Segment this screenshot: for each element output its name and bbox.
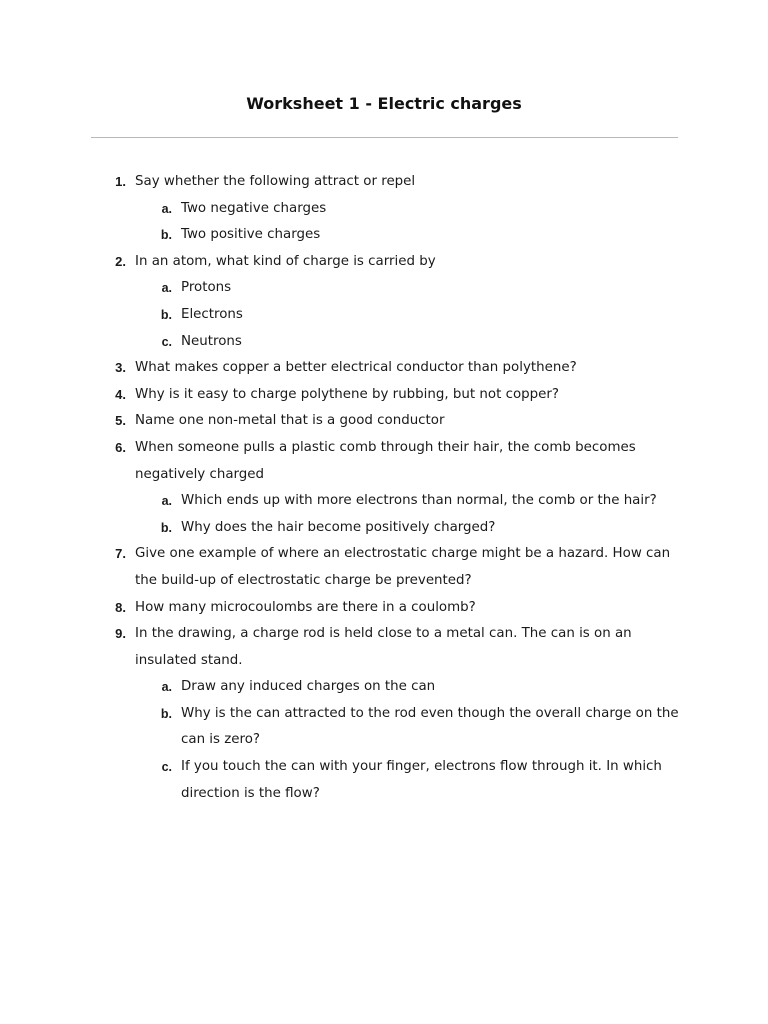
question-7 (0, 541, 768, 568)
part-text: Two negative charges (181, 200, 327, 216)
question-text: In an atom, what kind of charge is carried by (135, 253, 436, 269)
question-1b (0, 222, 768, 249)
part-text: Draw any induced charges on the can (181, 679, 436, 695)
question-9b-continued (0, 727, 768, 754)
question-number: 9. (115, 626, 126, 642)
question-6b (0, 515, 768, 542)
question-text: Name one non-metal that is a good conductor (135, 413, 445, 429)
question-text: In the drawing, a charge rod is held close to a metal can. The can is on an (135, 626, 632, 642)
question-5 (0, 408, 768, 435)
question-6 (0, 435, 768, 462)
question-number: 7. (115, 546, 126, 562)
question-number: 1. (115, 174, 126, 189)
question-7-continued (0, 568, 768, 595)
question-8 (0, 595, 768, 622)
question-text: Say whether the following attract or repel (135, 174, 416, 189)
part-letter: a. (161, 494, 172, 509)
question-number: 4. (115, 386, 126, 402)
question-9-continued (0, 648, 768, 675)
question-2a (0, 275, 768, 302)
question-number: 6. (115, 439, 126, 455)
part-text: Neutrons (181, 333, 242, 349)
part-text: Which ends up with more electrons than normal, the comb or the hair? (181, 493, 657, 509)
part-text: Two positive charges (181, 227, 321, 243)
part-letter: b. (160, 307, 172, 322)
question-text-continued: the build-up of electrostatic charge be prevented? (135, 572, 472, 588)
question-9c-continued (0, 781, 768, 808)
part-text: Why does the hair become positively charged? (181, 519, 496, 535)
part-letter: c. (161, 760, 172, 775)
part-text: Electrons (181, 306, 243, 322)
question-4 (0, 382, 768, 409)
part-letter: b. (160, 228, 172, 243)
part-text: Why is the can attracted to the rod even though the overall charge on the (181, 705, 679, 721)
question-number: 8. (115, 599, 126, 615)
part-text: Protons (181, 280, 232, 296)
question-text: Give one example of where an electrostatic charge might be a hazard. How can (135, 546, 671, 562)
question-text: When someone pulls a plastic comb through their hair, the comb becomes (135, 439, 636, 455)
part-letter: a. (161, 281, 172, 296)
question-text: What makes copper a better electrical conductor than polythene? (135, 360, 577, 376)
worksheet-title: Worksheet 1 - Electric charges (246, 94, 522, 113)
question-2b (0, 302, 768, 329)
question-number: 2. (115, 253, 126, 269)
question-text-continued: insulated stand. (135, 652, 243, 668)
part-text-continued: can is zero? (181, 732, 261, 748)
question-list (0, 169, 768, 807)
question-2 (0, 249, 768, 276)
part-letter: b. (160, 706, 172, 721)
question-1 (0, 169, 768, 196)
question-text: Why is it easy to charge polythene by rubbing, but not copper? (135, 386, 559, 402)
question-9 (0, 621, 768, 648)
question-9b (0, 701, 768, 728)
question-number: 5. (115, 413, 126, 429)
question-text: How many microcoulombs are there in a coulomb? (135, 599, 476, 615)
question-9a (0, 674, 768, 701)
part-letter: a. (161, 680, 172, 695)
question-text-continued: negatively charged (135, 466, 265, 482)
part-text: If you touch the can with your finger, electrons flow through it. In which (181, 759, 662, 775)
question-number: 3. (115, 360, 126, 376)
title-divider (91, 137, 678, 138)
question-3 (0, 355, 768, 382)
part-letter: c. (161, 334, 172, 349)
part-text-continued: direction is the flow? (181, 785, 320, 801)
part-letter: b. (160, 520, 172, 535)
question-6-continued (0, 462, 768, 489)
part-letter: a. (161, 201, 172, 216)
question-9c (0, 754, 768, 781)
question-6a (0, 488, 768, 515)
question-1a (0, 196, 768, 223)
question-2c (0, 329, 768, 356)
